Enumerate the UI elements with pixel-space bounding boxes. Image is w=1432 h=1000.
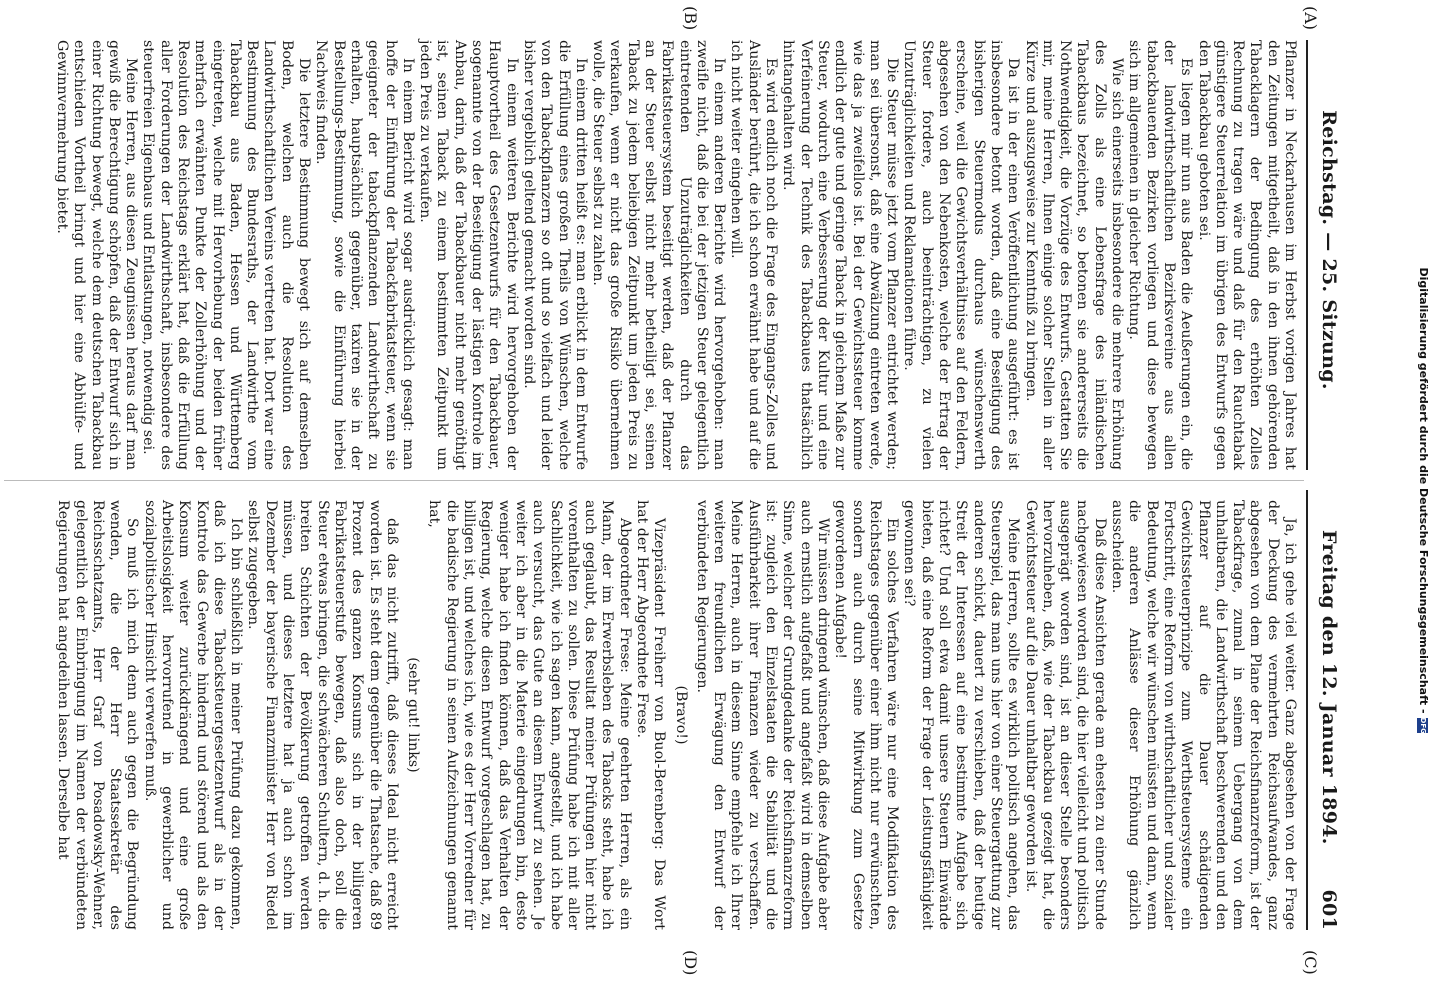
paragraph: Die letztere Bestimmung bewegt sich auf demselben Boden, welchen auch die Resolution des Landwirthschaftlichen Vereins vertreten hat. Dort war eine Bestimmung des Bundesraths, der Landwirthe vom Tabackbau aus Baden, Hessen und Württemberg eingetreten, welche mit Hervorhebung der beiden früher mehrfach erwähnten Punkte der Zollerhöhung und der Resolution des Reichstags erklärt hat, daß die Erfüllung aller Forderungen der Landwirthschaft, insbesondere des steuerfreien Eigenbaus und Entlastungen, notwendig sei. <box>140 40 313 470</box>
header-rule-right <box>1306 490 1308 930</box>
margin-marker-c: (C) <box>1301 950 1320 975</box>
paragraph: Wie sich einerseits insbesondere die mehrere Erhöhung des Zolls als eine Lebensfrage des inländischen Tabackbaus bezeichnet, so betonen sie andererseits die Nothwendigkeit, die Vorzüge des Entwurfs. Gestatten Sie mir, meine Herren, Ihnen einige solcher Stellen in aller Kürze und auszugsweise zur Kenntniß zu bringen. <box>1022 40 1126 470</box>
footer-credit: Digitalisierung gefördert durch die Deutsche Forschungsgemeinschaft - <box>1417 267 1430 714</box>
running-header-right <box>1312 510 1346 930</box>
paragraph: Es liegen mir nun aus Baden die Aeußerungen ein, die der landwirthschaftlichen Bezirksvereine aus allen tabackbauenden Bezirken vorliegen und diese bewegen sich im allgemeinen in gleicher Richtung. <box>1126 40 1195 470</box>
footer-text-line <box>1414 0 1432 1000</box>
paragraph: In einem weiteren Berichte wird hervorgehoben der Hauptvortheil des Gesetzentwurfs für den Tabackbauer, sogenannte von der Beseitigung der lästigen Kontrole im Anbau, darin, daß der Tabackbauer nicht mehr genöthigt ist, seinen Taback zu einem bestimmten Zeitpunkt um jeden Preis zu verkaufen. <box>417 40 520 470</box>
paragraph: Die Steuer müsse jetzt vom Pflanzer entrichtet werden; man sei übersonst, daß eine Abwälzung eintreten werde, wie das ja zweifellos ist. Bei der Gewichtssteuer komme endlich der gute und geringe Taback in gleichem Maße zur Steuer, wodurch eine Verbesserung der Kultur und eine Verfeinerung der Technik des Tabackbaues thatsächlich hintangehalten wird. <box>780 40 901 470</box>
paragraph: Meine Herren, sollte es wirklich politisch angehen, das Steuerspiel, das man uns hier von einer Steuergattung zur anderen schickt, dauert zu verschieben, daß der heutige Streit der Interessen auf eine bestimmte Aufgabe sich richtet? Und soll etwa damit unsere Steuern Einwände bieten, daß eine Reform der Frage der Leistungsfähigkeit gewonnen sei? <box>901 500 1022 930</box>
paragraph: Wir müssen dringend wünschen, daß diese Aufgabe aber auch ernstlich aufgefaßt und angefaßt wird in demselben Sinne, welcher der Grundgedanke der Reichsfinanzreform ist: zugleich den Einzelstaaten die Stabilität und die Ausführbarkeit ihrer Finanzen wieder zu verschaffen. Meine Herren, auch in diesem Sinne empfehle ich Ihrer weiteren freundlichen Erwägung den Entwurf der verbündeten Regierungen. <box>693 500 831 930</box>
header-rule-left <box>1306 40 1308 470</box>
column-gutter <box>4 480 1304 481</box>
paragraph: Ein solches Verfahren wäre nur eine Modifikation des Reichstages gegenüber einer ihm nicht nur erwünschten, sondern auch durch seine Mitwirkung zum Gesetze gewordenen Aufgabe! <box>832 500 901 930</box>
paragraph: Ja, ich gehe viel weiter. Ganz abgesehen von der Frage der Deckung des vermehrten Reichsaufwandes, ganz abgesehen von dem Plane der Reichsfinanzreform, ist der Tabackfrage, zumal in seinem Uebergang von dem unhaltbaren, die Landwirthschaft beschwerenden und den Pflanzer auf die Dauer schädigenden Gewichtssteuerprinzipe zum Werthsteuersysteme ein Fortschritt, eine Reform von wirthschaftlicher und sozialer Bedeutung, welche wir wünschen müssten und dann, wenn die anderen Anlässe dieser Erhöhung gänzlich ausscheiden. <box>1109 500 1298 930</box>
paragraph: Es wird endlich noch die Frage des Eingangs-Zolles und Ausländer berührt, die ich schon erwähnt habe und auf die ich nicht weiter eingehen will. <box>728 40 780 470</box>
left-column <box>53 40 1298 470</box>
paragraph: Da ist in der einen Veröffentlichung ausgeführt: es ist insbesondere betont worden, daß eine Beseitigung des bisherigen Steuermodus durchaus wünschenswerth erscheine, weil die Gewichtsverhältnisse auf den Feldern, abgesehen von den Nebenkosten, welche der Ertrag der Steuer fordere, auch beeinträchtigen, zu vielen Unzuträglichkeiten und Reklamationen führe. <box>901 40 1022 470</box>
running-header-left: Reichstag. — 25. Sitzung. <box>1318 110 1340 390</box>
header-date: Freitag den 12. Januar 1894. <box>1318 530 1340 845</box>
paragraph: Pflanzer in Neckarhausen im Herbst vorigen Jahres hat den Zeitungen mitgetheilt, daß in den ihnen gehörenden Tabacklagern der Bedingung des erhöhten Zolles Rechnung zu tragen wäre und daß für den Rauchtabak günstigere Steuerrelation im übrigen des Entwurfs gegen den Tabackbau geboten sei. <box>1195 40 1298 470</box>
page-number: 601 <box>1318 889 1340 930</box>
paragraph: In einem dritten heißt es: man erblickt in dem Entwurfe die Erfüllung eines großen Theils von Wünschen, welche von den Tabackpflanzern so oft und so vielfach und leider bisher vergeblich geltend gemacht worden sind. <box>520 40 589 470</box>
applause-note: (Bravo!) <box>672 685 689 745</box>
margin-marker-d: (D) <box>681 950 700 976</box>
paragraph: Abgeordneter Frese: Meine geehrten Herren, als ein Mann, der im Erwerbsleben des Tabacks steht, habe ich auch geglaubt, das Resultat meiner Prüfungen hier nicht vorenthalten zu sollen. Diese Prüfung habe ich mit aller Sachlichkeit, wie ich sagen kann, angestellt, und ich habe auch versucht, das Gute an diesem Entwurf zu sehen. Je weiter ich aber in die Materie eingedrungen bin, desto weniger habe ich finden können, daß das Verhalten der Regierung, welche diesen Entwurf vorgeschlagen hat, zu billigen ist, und welches ich, wie es der Herr Vorredner für die badische Regierung in seinen Aufzeichnungen genannt hat, <box>426 500 633 930</box>
dfg-logo-icon: DFG <box>1419 717 1428 734</box>
margin-marker-b: (B) <box>681 6 700 31</box>
paragraph: In einem Bericht wird sogar ausdrücklich gesagt: man hoffe der Einführung der Tabackfabrikatsteuer, wenn sie geeigneter der tabackpflanzenden Landwirthschaft zu erhalten, hauptsächlich gegenüber, taxiren sie in der Bestellungs-Bestimmung, sowie die Einführung hierbei Nachweis finden. <box>313 40 416 470</box>
paragraph: So muß ich mich denn auch gegen die Begründung wenden, die der Herr Staatssekretär des Reichsschatzamts, Herr Graf von Posadowsky-Wehner, gelegentlich der Einbringung im Namen der verbündeten Regierungen hat angedeihen lassen. Derselbe hat <box>55 500 141 930</box>
paragraph: In einem anderen Berichte wird hervorgehoben: man zweifle nicht, daß die bei der jetzigen Steuer gelegentlich eintretenden Unzuträglichkeiten durch das Fabrikatsteuersystem beseitigt werden, daß der Pflanzer an der Steuer selbst nicht mehr betheiligt sei, seinen Taback zu jedem beliebigen Zeitpunkt um jeden Preis zu verkaufen, wenn er nicht das große Risiko übernehmen wolle, die Steuer selbst zu zahlen. <box>590 40 728 470</box>
paragraph: Ich bin schließlich in meiner Prüfung dazu gekommen, daß ich diese Tabacksteuergesetzentwurf als in der Kontrole das Gewerbe hindernd und störend und als den Konsum weiter zurückdrängend und eine große Arbeitslosigkeit hervorrufend in gewerblicher und sozialpolitischer Hinsicht verwerfen muß. <box>141 500 245 930</box>
digitization-footer <box>1414 0 1432 1000</box>
interjection-note: (sehr gut! links) <box>405 657 422 773</box>
right-column <box>54 500 1298 930</box>
margin-marker-a: (A) <box>1301 6 1320 31</box>
paragraph: Daß diese Ansichten gerade am ehesten zu einer Stunde nachgewiesen worden sind, die hier vielleicht und politisch ausgeprägt worden sind, ist an dieser Stelle besonders hervorzuheben, daß, wie der Tabackbau gezeigt hat, die Gewichtssteuer auf die Dauer unhaltbar geworden ist. <box>1022 500 1108 930</box>
paragraph: Meine Herren, aus diesen Zeugnissen heraus darf man gewiß die Berechtigung schöpfen, daß der Entwurf sich in einer Richtung bewegt, welche dem deutschen Tabackbau entschieden Vortheil bringt und hier eine Abhülfe- und Gewinnvermehrung bietet. <box>53 40 140 470</box>
paragraph: daß das nicht zutrifft, daß dieses Ideal nicht erreicht worden ist. Es steht dem gegenüber die Thatsache, daß 89 Prozent des ganzen Konsums sich in der billigeren Fabrikatsteuerstufe bewegen, daß also doch, soll die Steuer etwas bringen, die schwächeren Schultern, d. h. die breiten Schichten der Bevölkerung getroffen werden müssen, und dieses letztere hat ja auch schon im Dezember der bayerische Finanzminister Herr von Riedel selbst zugegeben. <box>245 500 400 930</box>
speaker-intro: Vizepräsident Freiherr von Buol-Berenberg: Das Wort hat der Herr Abgeordnete Frese. <box>634 500 668 930</box>
